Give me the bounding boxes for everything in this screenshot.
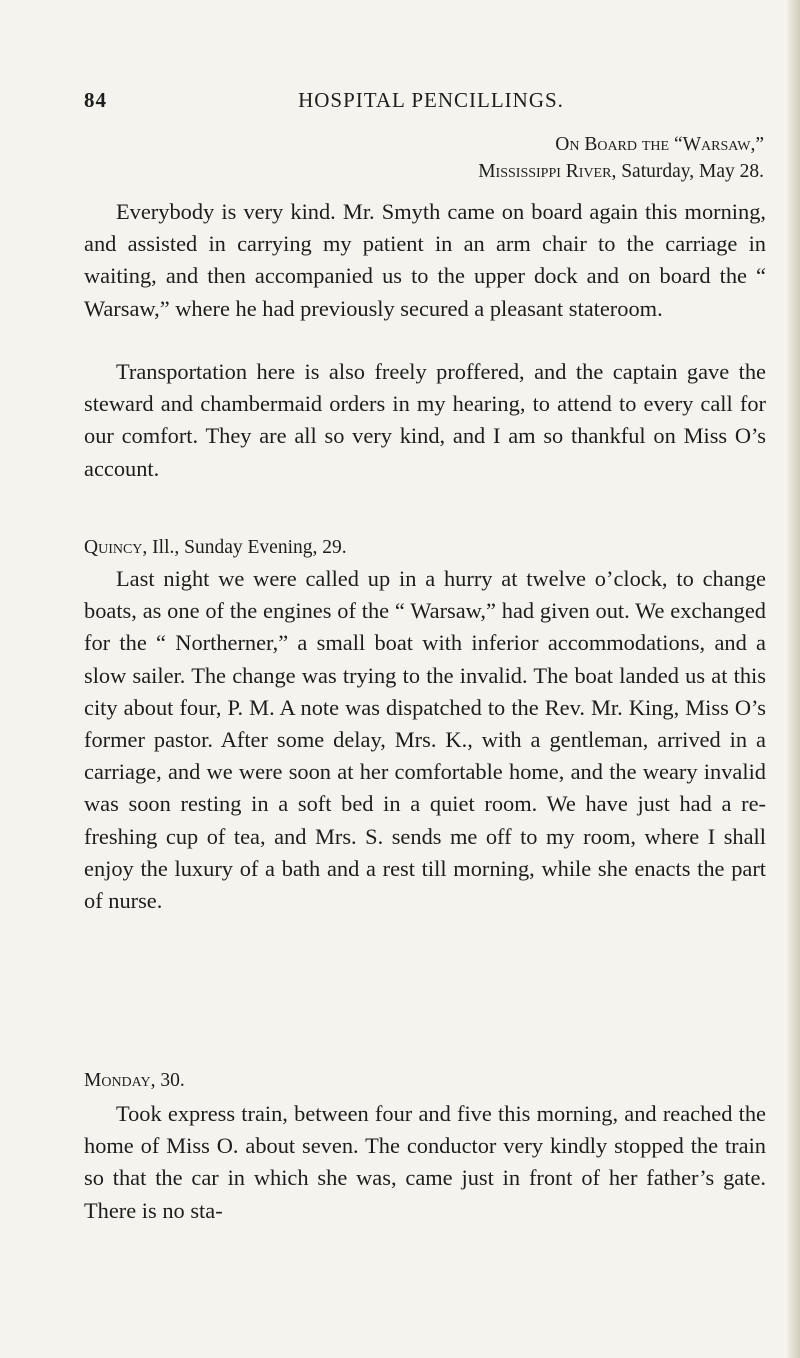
entry-paragraph: Took express train, between four and five this morning, and reached the home of Miss O. about seven. The conductor very kindly stopped the train so that the car in which she was, came just in front of her father’s gate. There is no sta- <box>84 1101 766 1223</box>
page-number: 84 <box>84 88 107 112</box>
page-edge-shadow <box>786 0 800 1358</box>
dateline-monday <box>84 1068 185 1094</box>
dateline-date: , 30. <box>150 1070 185 1091</box>
running-head <box>84 88 764 118</box>
dateline-line-2 <box>84 159 764 185</box>
dateline-place: Quincy <box>84 537 143 558</box>
entry-paragraph: Transportation here is also freely proffered, and the captain gave the steward and chambermaid orders in my hearing, to attend to every call for our comfort. They are all so very kind, and I am so thankful on Miss O’s account. <box>84 359 766 481</box>
dateline-date: , Saturday, May 28. <box>611 161 764 182</box>
dateline-line-1: On Board the “Warsaw,” <box>555 134 764 155</box>
dateline-day: Monday <box>84 1070 151 1091</box>
entry-paragraph: Everybody is very kind. Mr. Smyth came on board again this morning, and assisted in carrying my patient in an arm chair to the carriage in waiting, and then accompanied us to the upper dock and on board the “ Warsaw,” where he had previously secured a pleasant stateroom. <box>84 199 766 321</box>
dateline-place: Mississippi River <box>478 161 612 182</box>
running-title: HOSPITAL PENCILLINGS. <box>298 88 564 112</box>
dateline-date: , Ill., Sunday Evening, 29. <box>142 537 347 558</box>
entry-paragraph: Last night we were called up in a hurry at twelve o’clock, to change boats, as one of the engines of the “ Warsaw,” had given out. We exchanged for the “ Northerner,” a small boat with inferior accommodations, and a slow sailer. The change was trying to the invalid. The boat landed us at this city about four, P. M. A note was dispatched to the Rev. Mr. King, Miss O’s former pastor. After some delay, Mrs. K., with a gentleman, arrived in a carriage, and we were soon at her comfortable home, and the weary invalid was soon resting in a soft bed in a quiet room. We have just had a refreshing cup of tea, and Mrs. S. sends me off to my room, where I shall enjoy the luxury of a bath and a rest till morning, while she enacts the part of nurse. <box>84 566 766 914</box>
dateline-quincy <box>84 535 347 561</box>
